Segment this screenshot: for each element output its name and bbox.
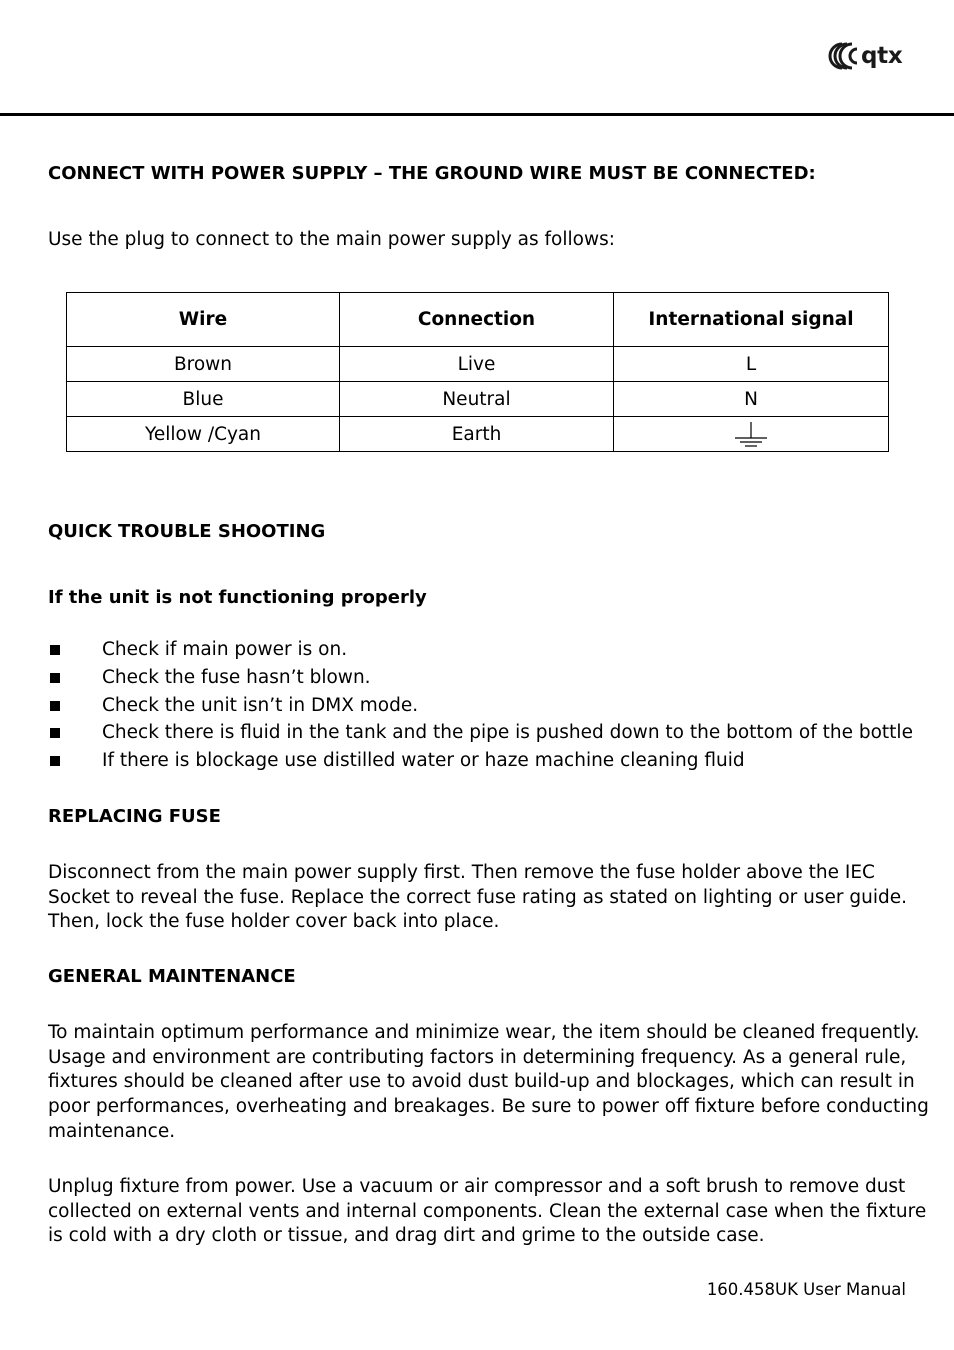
- header-divider: [0, 113, 954, 116]
- power-intro: Use the plug to connect to the main power supply as follows:: [48, 229, 615, 250]
- wire-cell: Brown: [67, 347, 340, 382]
- footer-manual-label: 160.458UK User Manual: [706, 1280, 906, 1299]
- list-item: Check the unit isn’t in DMX mode.: [48, 692, 913, 720]
- signal-cell: N: [614, 382, 889, 417]
- trouble-subheading: If the unit is not functioning properly: [48, 587, 427, 608]
- bullet-square-icon: [50, 701, 60, 711]
- earth-ground-icon: [733, 421, 769, 447]
- connection-cell: Neutral: [340, 382, 614, 417]
- table-header-signal: International signal: [614, 293, 889, 347]
- maintenance-text-line: maintenance.: [48, 1120, 176, 1142]
- fuse-text-line: Then, lock the fuse holder cover back into place.: [48, 911, 500, 932]
- table-row: [67, 382, 889, 417]
- maintenance-text-line: Unplug fixture from power. Use a vacuum or air compressor and a soft brush to remove dust: [48, 1176, 906, 1197]
- maintenance-text-line: is cold with a dry cloth or tissue, and drag dirt and grime to the outside case.: [48, 1225, 765, 1247]
- fuse-text-line: Disconnect from the main power supply first. Then remove the fuse holder above the IEC: [48, 862, 875, 883]
- trouble-checklist: [48, 636, 913, 775]
- maintenance-text-line: Usage and environment are contributing factors in determining frequency. As a general rule,: [48, 1046, 907, 1068]
- list-item: Check there is fluid in the tank and the pipe is pushed down to the bottom of the bottle: [48, 719, 913, 747]
- bullet-square-icon: [50, 645, 60, 655]
- connection-cell: Live: [340, 347, 614, 382]
- bullet-square-icon: [50, 728, 60, 738]
- signal-cell: [614, 417, 889, 452]
- qtx-logo: [828, 40, 908, 72]
- connection-cell: Earth: [340, 417, 614, 452]
- table-row: [67, 417, 889, 452]
- bullet-square-icon: [50, 756, 60, 766]
- maintenance-text-line: collected on external vents and internal components. Clean the external case when the fixture: [48, 1200, 927, 1222]
- fuse-heading: REPLACING FUSE: [48, 806, 221, 827]
- wire-cell: Blue: [67, 382, 340, 417]
- maintenance-heading: GENERAL MAINTENANCE: [48, 966, 296, 987]
- trouble-heading: QUICK TROUBLE SHOOTING: [48, 521, 326, 542]
- list-item: Check the fuse hasn’t blown.: [48, 664, 913, 692]
- maintenance-text-line: poor performances, overheating and breakages. Be sure to power off fixture before conducting: [48, 1096, 929, 1118]
- table-header-row: [67, 293, 889, 347]
- table-header-wire: Wire: [67, 293, 340, 347]
- bullet-square-icon: [50, 673, 60, 683]
- list-item: Check if main power is on.: [48, 636, 913, 664]
- table-header-connection: Connection: [340, 293, 614, 347]
- power-heading: CONNECT WITH POWER SUPPLY – THE GROUND WIRE MUST BE CONNECTED:: [48, 163, 816, 184]
- fuse-text-line: Socket to reveal the fuse. Replace the correct fuse rating as stated on lighting or user guide.: [48, 886, 907, 908]
- wire-cell: Yellow /Cyan: [67, 417, 340, 452]
- maintenance-text-line: fixtures should be cleaned after use to avoid dust build-up and blockages, which can result in: [48, 1071, 915, 1093]
- table-row: [67, 347, 889, 382]
- maintenance-text-line: To maintain optimum performance and minimize wear, the item should be cleaned frequently.: [48, 1022, 920, 1043]
- list-item: If there is blockage use distilled water or haze machine cleaning fluid: [48, 747, 913, 775]
- signal-cell: L: [614, 347, 889, 382]
- wire-connection-table: [66, 292, 889, 452]
- logo-wordmark: qtx: [861, 43, 903, 69]
- sound-wave-icon: [828, 40, 862, 72]
